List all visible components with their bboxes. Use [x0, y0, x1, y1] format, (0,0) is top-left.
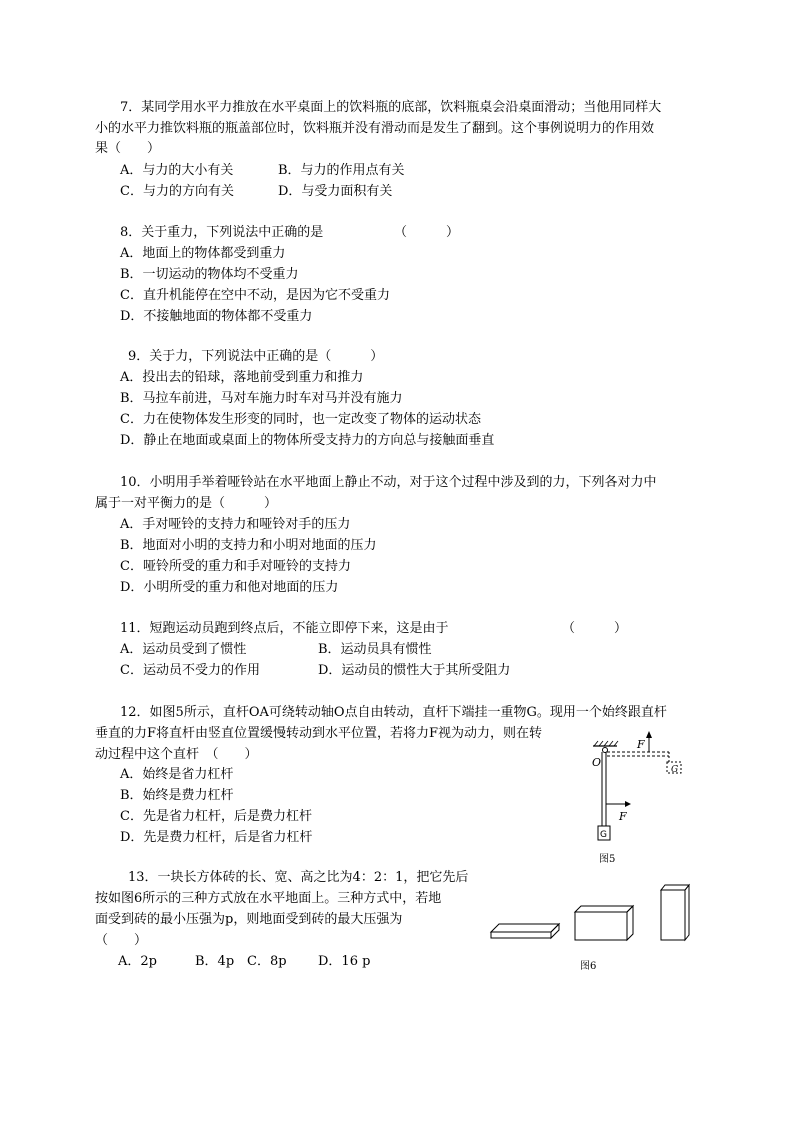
q7-line2: 小的水平力推饮料瓶的瓶盖部位时，饮料瓶并没有滑动而是发生了翻到。这个事例说明力的作用效 — [95, 121, 655, 136]
force-label-top: F — [637, 738, 645, 751]
figure-5-caption: 图5 — [599, 854, 616, 865]
q9-option-a: A．投出去的铅球，落地前受到重力和推力 — [120, 370, 364, 385]
force-label-bottom: F — [619, 810, 627, 823]
brick-upright — [661, 885, 689, 940]
q12-line2: 垂直的力F将直杆由竖直位置缓慢转动到水平位置，若将力F视为动力，则在转 — [95, 726, 543, 741]
q8-option-a: A．地面上的物体都受到重力 — [120, 246, 286, 261]
q13-line3: 面受到砖的最小压强为p，则地面受到砖的最大压强为 — [95, 912, 403, 927]
q12-option-c: C．先是省力杠杆，后是费力杠杆 — [120, 809, 312, 824]
q10-option-c: C．哑铃所受的重力和手对哑铃的支持力 — [120, 559, 351, 574]
ceiling-hatch — [594, 741, 618, 746]
q12-option-a: A．始终是省力杠杆 — [120, 767, 234, 782]
q9-stem: 9．关于力，下列说法中正确的是（ ） — [128, 349, 384, 364]
q13-option-a: A．2p — [118, 954, 157, 969]
q11-option-a: A．运动员受到了惯性 — [120, 642, 247, 657]
brick-flat — [491, 924, 559, 938]
q10-option-a: A．手对哑铃的支持力和哑铃对手的压力 — [120, 517, 351, 532]
pivot-point — [603, 748, 608, 753]
q12-line3: 动过程中这个直杆 （ ） — [95, 747, 258, 762]
q7-option-b: B．与力的作用点有关 — [278, 163, 405, 178]
force-arrowhead-bottom — [625, 801, 631, 807]
figure-5-lever-diagram — [585, 728, 705, 868]
q12-option-b: B．始终是费力杠杆 — [120, 788, 234, 803]
q11-answer-paren: （ ） — [562, 621, 628, 636]
q7-option-c: C．与力的方向有关 — [120, 184, 234, 199]
weight-label-g: G — [600, 830, 607, 840]
q10-line2: 属于一对平衡力的是（ ） — [95, 496, 278, 511]
pivot-label-o: O — [592, 756, 602, 769]
figure-6-bricks-diagram — [485, 880, 700, 950]
q13-line4: （ ） — [95, 933, 148, 948]
q10-option-b: B．地面对小明的支持力和小明对地面的压力 — [120, 538, 377, 553]
q13-line1: 13．一块长方体砖的长、宽、高之比为4：2：1，把它先后 — [128, 870, 469, 885]
brick-side — [575, 906, 633, 940]
q11-option-d: D．运动员的惯性大于其所受阻力 — [318, 663, 511, 678]
q8-option-b: B．一切运动的物体均不受重力 — [120, 267, 299, 282]
q13-option-b: B．4p — [195, 954, 235, 969]
q11-option-c: C．运动员不受力的作用 — [120, 663, 260, 678]
q8-stem: 8．关于重力，下列说法中正确的是 — [120, 225, 324, 240]
q7-line3: 果（ ） — [95, 141, 161, 156]
q13-line2: 按如图6所示的三种方式放在水平地面上。三种方式中，若地 — [95, 891, 442, 906]
q7-line1: 7．某同学用水平力推放在水平桌面上的饮料瓶的底部，饮料瓶桌会沿桌面滑动；当他用同样大 — [120, 100, 662, 115]
q8-option-d: D．不接触地面的物体都不受重力 — [120, 309, 313, 324]
q9-option-b: B．马拉车前进，马对车施力时车对马并没有施力 — [120, 391, 403, 406]
q13-option-d: D．16 p — [318, 954, 371, 969]
q7-option-d: D．与受力面积有关 — [278, 184, 393, 199]
q9-option-d: D．静止在地面或桌面上的物体所受支持力的方向总与接触面垂直 — [120, 433, 495, 448]
q13-option-c: C．8p — [247, 954, 287, 969]
q11-stem: 11．短跑运动员跑到终点后，不能立即停下来，这是由于 — [120, 621, 449, 636]
q8-option-c: C．直升机能停在空中不动，是因为它不受重力 — [120, 288, 390, 303]
q7-option-a: A．与力的大小有关 — [120, 163, 234, 178]
figure-6-caption: 图6 — [580, 961, 597, 972]
q9-option-c: C．力在使物体发生形变的同时，也一定改变了物体的运动状态 — [120, 412, 481, 427]
q10-line1: 10．小明用手举着哑铃站在水平地面上静止不动，对于这个过程中涉及到的力，下列各对力中 — [120, 475, 657, 490]
q12-line1: 12．如图5所示，直杆OA可绕转动轴O点自由转动，直杆下端挂一重物G。现用一个始终跟直杆 — [120, 705, 667, 720]
weight-label-g-dashed: G — [671, 765, 679, 775]
q12-option-d: D．先是费力杠杆，后是省力杠杆 — [120, 830, 313, 845]
q10-option-d: D．小明所受的重力和他对地面的压力 — [120, 580, 339, 595]
q8-answer-paren: （ ） — [394, 225, 460, 240]
force-arrowhead-top — [646, 731, 652, 738]
q11-option-b: B．运动员具有惯性 — [318, 642, 432, 657]
